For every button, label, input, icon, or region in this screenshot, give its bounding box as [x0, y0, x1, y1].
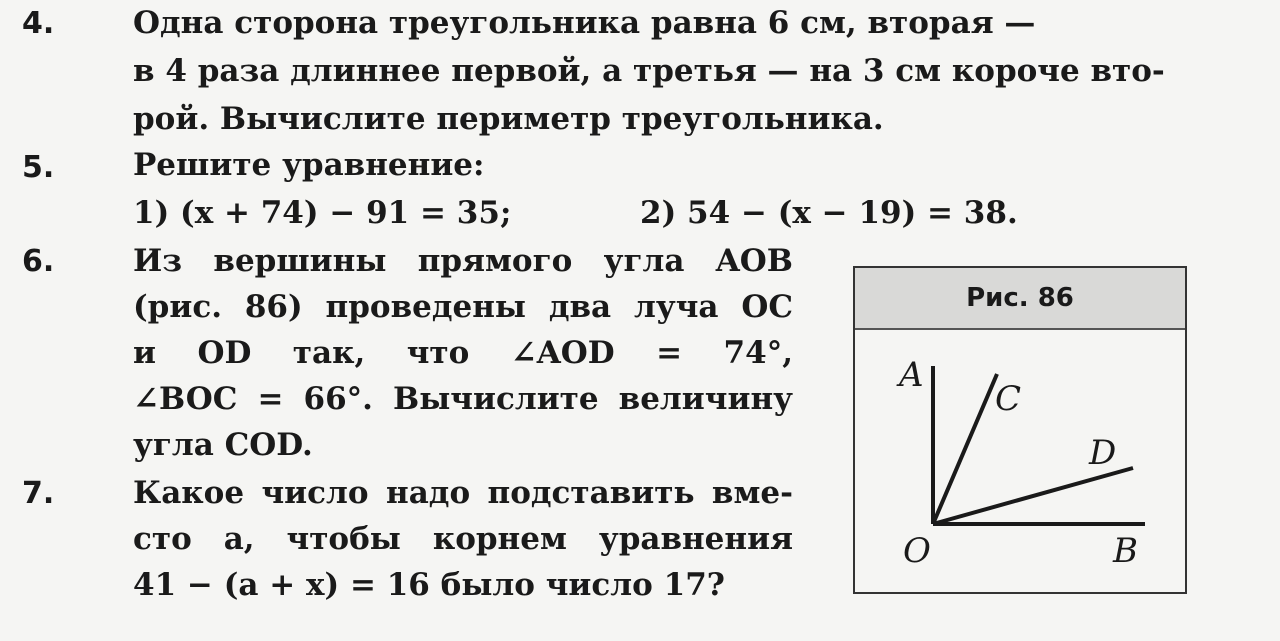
problem-6-line-1: Из вершины прямого угла AOB [133, 243, 793, 279]
problem-5-intro: Решите уравнение: [133, 147, 485, 183]
problem-4-line-1: Одна сторона треугольника равна 6 см, вторая — [133, 5, 1036, 41]
problem-6-line-4: ∠BOC = 66°. Вычислите величину [133, 381, 793, 417]
ray-oc [933, 374, 997, 524]
problem-4-number: 4. [22, 6, 55, 41]
problem-4-line-3: рой. Вычислите периметр треугольника. [133, 101, 884, 137]
problem-4-line-2: в 4 раза длиннее первой, а третья — на 3 см короче вто- [133, 53, 1165, 89]
point-label-o: O [903, 531, 931, 571]
point-label-b: B [1113, 531, 1138, 571]
problem-7-number: 7. [22, 476, 55, 511]
problem-5-equation-1: 1) (x + 74) − 91 = 35; [133, 195, 512, 231]
problem-6-line-3: и OD так, что ∠AOD = 74°, [133, 335, 793, 371]
angle-diagram [855, 268, 1189, 596]
point-label-c: C [995, 379, 1022, 419]
problem-6-number: 6. [22, 244, 55, 279]
problem-7-line-1: Какое число надо подставить вме- [133, 475, 793, 511]
problem-7-line-2: сто a, чтобы корнем уравнения [133, 521, 793, 557]
ray-od [933, 468, 1133, 524]
figure-caption: Рис. 86 [855, 268, 1185, 330]
point-label-a: A [899, 355, 924, 395]
point-label-d: D [1089, 433, 1117, 473]
problem-5-equation-2: 2) 54 − (x − 19) = 38. [640, 195, 1018, 231]
problem-6-line-2: (рис. 86) проведены два луча OC [133, 289, 793, 325]
problem-7-line-3: 41 − (a + x) = 16 было число 17? [133, 567, 725, 603]
figure-86 [853, 266, 1187, 594]
problem-6-line-5: угла COD. [133, 427, 313, 463]
problem-5-number: 5. [22, 150, 55, 185]
